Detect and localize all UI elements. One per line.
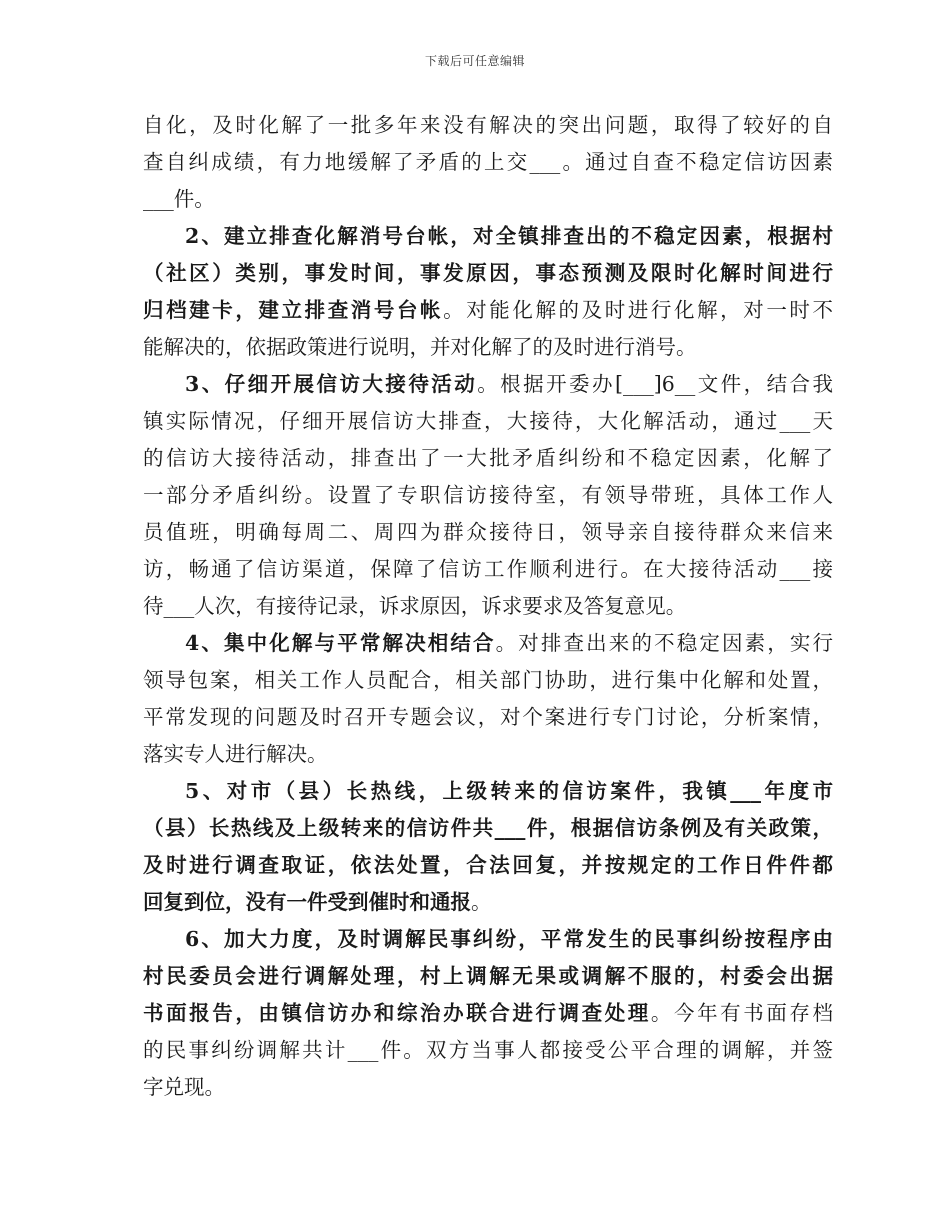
text-line <box>143 366 833 403</box>
text-line <box>143 1069 833 1106</box>
text-segment: 。对排查出来的不稳定因素，实行 <box>495 631 833 655</box>
text-segment: 自化，及时化解了一批多年来没有解决的突出问题，取得了较好的自 <box>143 113 833 137</box>
text-line <box>143 625 833 662</box>
text-segment: 平常发现的问题及时召开专题会议，对个案进行专门讨论，分析案情， <box>143 705 833 729</box>
text-segment: 镇实际情况，仔细开展信访大排查，大接待，大化解活动，通过___天 <box>143 409 833 433</box>
text-segment: 领导包案，相关工作人员配合，相关部门协助，进行集中化解和处置， <box>143 668 833 692</box>
bold-text-segment: 3、仔细开展信访大接待活动 <box>185 372 478 396</box>
bold-text-segment: 归档建卡，建立排查消号台帐 <box>143 298 444 322</box>
text-segment: 访，畅通了信访渠道，保障了信访工作顺利进行。在大接待活动___接 <box>143 557 833 581</box>
text-segment: 字兑现。 <box>143 1075 225 1099</box>
text-line <box>143 995 833 1032</box>
bold-text-segment: 4、集中化解与平常解决相结合 <box>185 631 496 655</box>
text-line <box>143 551 833 588</box>
text-line <box>143 773 833 810</box>
text-line <box>143 699 833 736</box>
bold-text-segment: 及时进行调查取证，依法处置，合法回复，并按规定的工作日件件都 <box>143 853 833 877</box>
text-line <box>143 440 833 477</box>
text-line <box>143 403 833 440</box>
text-segment: 。对能化解的及时进行化解，对一时不 <box>443 298 833 322</box>
text-segment: 能解决的，依据政策进行说明，并对化解了的及时进行消号。 <box>143 335 697 359</box>
text-segment: 的信访大接待活动，排查出了一大批矛盾纠纷和不稳定因素，化解了 <box>143 446 833 470</box>
text-line <box>143 921 833 958</box>
text-line <box>143 958 833 995</box>
bold-text-segment: 书面报告，由镇信访办和综治办联合进行调查处理 <box>143 1001 651 1025</box>
document-body <box>143 107 833 1106</box>
bold-text-segment: 6、加大力度，及时调解民事纠纷，平常发生的民事纠纷按程序由 <box>185 927 833 951</box>
bold-text-segment: 回复到位，没有一件受到催时和通报 <box>143 890 471 914</box>
text-line <box>143 662 833 699</box>
text-segment: 员值班，明确每周二、周四为群众接待日，领导亲自接待群众来信来 <box>143 520 833 544</box>
text-segment: 的民事纠纷调解共计___件。双方当事人都接受公平合理的调解，并签 <box>143 1038 833 1062</box>
bold-text-segment: 村民委员会进行调解处理，村上调解无果或调解不服的，村委会出据 <box>143 964 833 988</box>
text-line <box>143 588 833 625</box>
text-line <box>143 329 833 366</box>
text-line <box>143 514 833 551</box>
text-line <box>143 181 833 218</box>
text-line <box>143 144 833 181</box>
text-segment: 待___人次，有接待记录，诉求原因，诉求要求及答复意见。 <box>143 594 687 618</box>
text-segment: 一部分矛盾纠纷。设置了专职信访接待室，有领导带班，具体工作人 <box>143 483 833 507</box>
text-line <box>143 218 833 255</box>
page-header: 下载后可任意编辑 <box>424 54 525 68</box>
text-segment: 。今年有书面存档 <box>650 1001 833 1025</box>
text-line <box>143 736 833 773</box>
bold-text-segment: 5、对市（县）长热线，上级转来的信访案件，我镇___年度市 <box>185 779 833 803</box>
text-line <box>143 847 833 884</box>
text-line <box>143 107 833 144</box>
text-segment: ___件。 <box>143 187 215 211</box>
text-line <box>143 255 833 292</box>
bold-text-segment: （县）长热线及上级转来的信访件共___件，根据信访条例及有关政策， <box>143 816 833 840</box>
text-segment: 。 <box>471 890 492 914</box>
text-line <box>143 810 833 847</box>
text-segment: 查自纠成绩，有力地缓解了矛盾的上交___。通过自查不稳定信访因素 <box>143 150 833 174</box>
text-line <box>143 477 833 514</box>
text-line <box>143 884 833 921</box>
text-line <box>143 1032 833 1069</box>
text-line <box>143 292 833 329</box>
bold-text-segment: 2、建立排查化解消号台帐，对全镇排查出的不稳定因素，根据村 <box>185 224 833 248</box>
text-segment: 。根据开委办[___]6__文件，结合我 <box>477 372 833 396</box>
bold-text-segment: （社区）类别，事发时间，事发原因，事态预测及限时化解时间进行 <box>143 261 833 285</box>
text-segment: 落实专人进行解决。 <box>143 742 328 766</box>
